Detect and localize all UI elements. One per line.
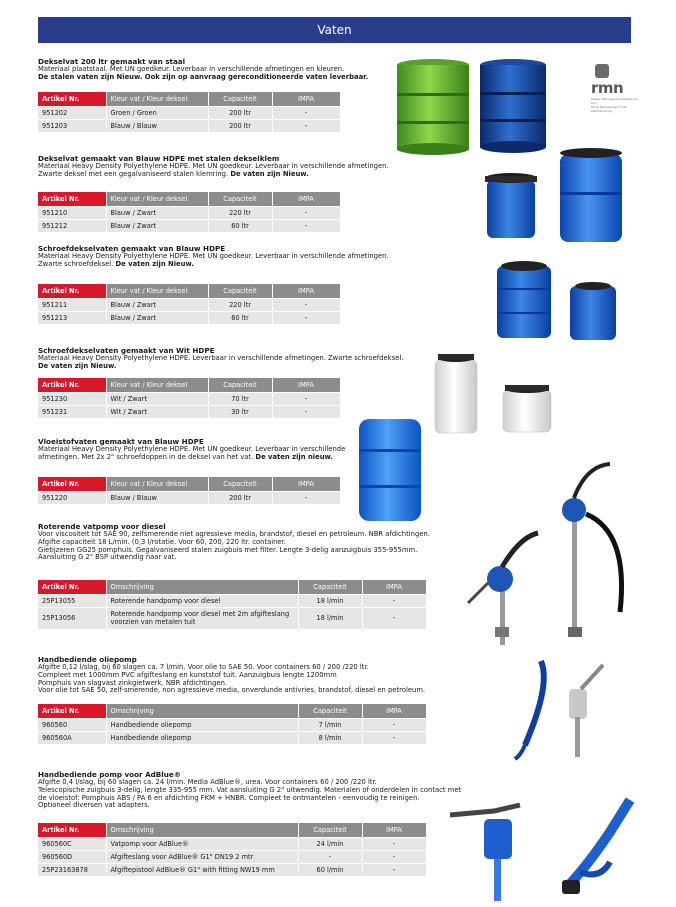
- table-cell: 18 l/min: [298, 607, 362, 629]
- section-description-line: [38, 171, 389, 179]
- table-cell: Blauw / Zwart: [106, 219, 208, 232]
- table-row: [38, 206, 340, 219]
- hdpe-drum-small-clamp-image: [481, 170, 541, 242]
- column-header: Kleur vat / Kleur deksel: [106, 378, 208, 392]
- product-table: [38, 823, 427, 876]
- description-text: Afgifte 0,4 l/slag, bij 60 slagen ca. 24 l/min. Media AdBlue®, urea. Voor containers 60 / 200 /220 ltr.: [38, 778, 377, 786]
- table-cell: 960560C: [38, 837, 106, 850]
- table-cell: 24 l/min: [298, 837, 362, 850]
- table-row: [38, 106, 340, 119]
- description-text: Aansluiting G 2" BSP uitwendig naar vat.: [38, 553, 177, 562]
- table-cell: Handbediende oliepomp: [106, 731, 298, 744]
- column-header: IMPA: [362, 704, 426, 718]
- product-table: [38, 477, 341, 504]
- column-header: Omschrijving: [106, 580, 298, 594]
- section-1: [38, 57, 368, 82]
- liquid-drum-blue-image: [356, 415, 424, 525]
- table-cell: Vatpomp voor AdBlue®: [106, 837, 298, 850]
- white-drum-small-image: [500, 382, 554, 434]
- rotary-pump-short-image: [462, 527, 542, 647]
- table-cell: Roterende handpomp voor diesel: [106, 594, 298, 607]
- table-cell: 25P13056: [38, 607, 106, 629]
- table-cell: Blauw / Zwart: [106, 298, 208, 311]
- table-row: [38, 837, 426, 850]
- description-text: Pomphuis van slagvast zinkgietwerk. NBR afdichtingen.: [38, 678, 228, 687]
- section-title: Handbediende oliepomp: [38, 655, 137, 664]
- table-cell: Blauw / Zwart: [106, 206, 208, 219]
- table-row: [38, 405, 340, 418]
- table-row: [38, 718, 426, 731]
- column-header: Artikel Nr.: [38, 580, 106, 594]
- column-header: Capaciteit: [208, 284, 272, 298]
- table-cell: -: [362, 850, 426, 863]
- column-header: Omschrijving: [106, 704, 298, 718]
- page-header: [38, 17, 631, 43]
- hdpe-drum-large-clamp-image: [556, 146, 626, 246]
- table-cell: 220 ltr: [208, 298, 272, 311]
- hdpe-screwlid-drum-small-image: [567, 280, 619, 342]
- table-cell: 951230: [38, 392, 106, 405]
- table-cell: 951213: [38, 311, 106, 324]
- table-row: [38, 392, 340, 405]
- table-cell: -: [272, 219, 340, 232]
- description-text: Zwarte deksel met een gegalvaniseerd stalen klemring.: [38, 169, 231, 178]
- steel-drum-blue-image: [477, 57, 549, 155]
- table-cell: 25P23163878: [38, 863, 106, 876]
- description-text: Voor viscositeit tot SAE 90, zelfsmerende niet agressieve media, brandstof, diesel en petroleum. NBR afdichtingen.: [38, 530, 430, 538]
- steel-drum-green-image: [393, 57, 473, 157]
- description-text: Materiaal Heavy Density Polyethylene HDPE. Leverbaar in verschillende afmetingen. Zwarte schroefdeksel.: [38, 354, 404, 362]
- column-header: Kleur vat / Kleur deksel: [106, 477, 208, 491]
- product-table: [38, 192, 341, 232]
- column-header: IMPA: [272, 192, 340, 206]
- table-row: [38, 850, 426, 863]
- section-description-line: [38, 74, 368, 82]
- description-text: Optioneel diversen vat adapters.: [38, 801, 150, 810]
- product-table: [38, 378, 341, 418]
- column-header: Kleur vat / Kleur deksel: [106, 192, 208, 206]
- product-table: [38, 284, 341, 324]
- section-title: Handbediende pomp voor AdBlue®: [38, 770, 181, 779]
- table-cell: -: [272, 311, 340, 324]
- table-row: [38, 491, 340, 504]
- section-description-line: [38, 363, 403, 371]
- table-header-row: [38, 704, 426, 718]
- table-cell: Handbediende oliepomp: [106, 718, 298, 731]
- table-cell: -: [362, 594, 426, 607]
- description-emphasis: De vaten zijn nieuw.: [255, 452, 333, 461]
- adblue-pistol-image: [550, 792, 636, 900]
- table-row: [38, 119, 340, 132]
- column-header: Capaciteit: [208, 192, 272, 206]
- table-cell: -: [362, 607, 426, 629]
- column-header: IMPA: [272, 92, 340, 106]
- table-cell: -: [272, 491, 340, 504]
- column-header: IMPA: [362, 823, 426, 837]
- table-cell: 8 l/min: [298, 731, 362, 744]
- column-header: Artikel Nr.: [38, 704, 106, 718]
- table-cell: Roterende handpomp voor diesel met 2m afgifteslang voorzien van metalen tuit: [106, 607, 298, 629]
- section-description-line: [38, 454, 345, 462]
- column-header: Capaciteit: [298, 704, 362, 718]
- table-cell: Afgiftepistool AdBlue® G1" with fitting NW19 mm: [106, 863, 298, 876]
- column-header: Kleur vat / Kleur deksel: [106, 284, 208, 298]
- table-row: [38, 311, 340, 324]
- column-header: Artikel Nr.: [38, 378, 106, 392]
- column-header: Artikel Nr.: [38, 823, 106, 837]
- column-header: IMPA: [272, 477, 340, 491]
- column-header: Artikel Nr.: [38, 284, 106, 298]
- column-header: Capaciteit: [208, 477, 272, 491]
- column-header: Capaciteit: [208, 378, 272, 392]
- table-cell: 951212: [38, 219, 106, 232]
- table-row: [38, 863, 426, 876]
- section-title: Dekselvat 200 ltr gemaakt van staal: [38, 57, 186, 66]
- column-header: Capaciteit: [298, 823, 362, 837]
- column-header: Artikel Nr.: [38, 477, 106, 491]
- table-cell: Blauw / Blauw: [106, 491, 208, 504]
- table-cell: 951231: [38, 405, 106, 418]
- table-cell: -: [362, 837, 426, 850]
- section-6: [38, 522, 430, 562]
- section-description-line: [38, 802, 461, 810]
- table-cell: -: [362, 718, 426, 731]
- table-header-row: [38, 378, 340, 392]
- logo-subtitle: Repair Management Nederland B.V. Brine Management Unit Pellentenburg: [591, 97, 638, 113]
- description-emphasis: De vaten zijn Nieuw.: [115, 259, 194, 268]
- table-cell: 7 l/min: [298, 718, 362, 731]
- table-cell: 960560: [38, 718, 106, 731]
- section-7: [38, 655, 425, 695]
- description-text: Zwarte schroefdeksel.: [38, 259, 116, 268]
- table-cell: 951220: [38, 491, 106, 504]
- rmn-logo: [589, 64, 639, 116]
- table-cell: Wit / Zwart: [106, 392, 208, 405]
- oil-pump-image: [511, 655, 611, 763]
- table-cell: -: [298, 850, 362, 863]
- table-cell: 960560A: [38, 731, 106, 744]
- table-row: [38, 607, 426, 629]
- section-description-line: [38, 261, 389, 269]
- table-cell: 200 ltr: [208, 106, 272, 119]
- description-emphasis: De stalen vaten zijn Nieuw. Ook zijn op aanvraag gereconditioneerde vaten leverbaar.: [38, 72, 369, 81]
- table-cell: 70 ltr: [208, 392, 272, 405]
- description-text: Materiaal plaatstaal. Met UN goedkeur. Leverbaar in verschillende afmetingen en kleuren.: [38, 65, 345, 73]
- column-header: Artikel Nr.: [38, 92, 106, 106]
- description-text: Gietijzeren GG25 pomphuis. Gegalvaniseerd stalen zuigbuis met filter. Lengte 3-delig aanzuigbuis 355-955mm.: [38, 545, 418, 554]
- table-cell: 25P13055: [38, 594, 106, 607]
- section-5: [38, 437, 345, 462]
- table-cell: 951202: [38, 106, 106, 119]
- description-text: Afgifte capaciteit 18 L/min. (0,3 l/rotatie. Voor 60, 200, 220 ltr. container.: [38, 537, 286, 546]
- rmn-logo-icon: [595, 64, 609, 78]
- section-description-line: [38, 687, 425, 695]
- table-cell: -: [362, 863, 426, 876]
- table-cell: 30 ltr: [208, 405, 272, 418]
- column-header: Capaciteit: [208, 92, 272, 106]
- table-cell: Wit / Zwart: [106, 405, 208, 418]
- section-3: [38, 244, 389, 269]
- column-header: Capaciteit: [298, 580, 362, 594]
- description-text: Materiaal Heavy Density Polyethylene HDPE. Met UN goedkeur. Leverbaar in verschillende afmetingen.: [38, 252, 389, 260]
- column-header: IMPA: [272, 378, 340, 392]
- table-cell: 951210: [38, 206, 106, 219]
- table-cell: Blauw / Blauw: [106, 119, 208, 132]
- table-cell: 220 ltr: [208, 206, 272, 219]
- table-cell: -: [272, 392, 340, 405]
- table-row: [38, 298, 340, 311]
- table-header-row: [38, 192, 340, 206]
- white-drum-large-image: [432, 350, 480, 435]
- description-text: Compleet met 1000mm PVC afgifteslang en kunststof tuit. Aanzuigbuis lengte 1200mm: [38, 670, 337, 679]
- description-text: Voor olie tot SAE 50, zelf-smerende, non agressieve media, onverdunde antivries, brandstof, diesel en petroleum.: [38, 686, 426, 695]
- description-text: Telescopische zuigbuis 3-delig, lengte 335-955 mm. Vat aansluiting G 2" uitwendig. Materialen of onderdelen in contact met: [38, 785, 462, 794]
- section-2: [38, 154, 389, 179]
- table-cell: -: [272, 106, 340, 119]
- table-header-row: [38, 823, 426, 837]
- table-cell: Blauw / Zwart: [106, 311, 208, 324]
- product-table: [38, 92, 341, 132]
- column-header: Omschrijving: [106, 823, 298, 837]
- table-header-row: [38, 580, 426, 594]
- column-header: IMPA: [362, 580, 426, 594]
- column-header: Artikel Nr.: [38, 192, 106, 206]
- table-header-row: [38, 477, 340, 491]
- hdpe-screwlid-drum-large-image: [494, 258, 554, 340]
- table-header-row: [38, 92, 340, 106]
- adblue-pump-image: [444, 801, 524, 903]
- section-title: Schroefdekselvaten gemaakt van Blauw HDPE: [38, 244, 226, 253]
- table-row: [38, 594, 426, 607]
- description-emphasis: De vaten zijn Nieuw.: [38, 361, 117, 370]
- description-text: Materiaal Heavy Density Polyethylene HDPE. Met UN goedkeur. Leverbaar in verschillende: [38, 445, 346, 453]
- section-8: [38, 770, 461, 810]
- table-cell: Afgifteslang voor AdBlue® G1" DN19 2 mtr: [106, 850, 298, 863]
- section-title: Dekselvat gemaakt van Blauw HDPE met stalen dekselklem: [38, 154, 280, 163]
- column-header: Kleur vat / Kleur deksel: [106, 92, 208, 106]
- section-title: Schroefdekselvaten gemaakt van Wit HDPE: [38, 346, 215, 355]
- table-cell: -: [362, 731, 426, 744]
- section-title: Vloeistofvaten gemaakt van Blauw HDPE: [38, 437, 204, 446]
- table-cell: Groen / Groen: [106, 106, 208, 119]
- description-emphasis: De vaten zijn Nieuw.: [230, 169, 309, 178]
- table-cell: -: [272, 119, 340, 132]
- table-cell: 951211: [38, 298, 106, 311]
- column-header: IMPA: [272, 284, 340, 298]
- description-text: afmetingen. Met 2x 2" schroefdoppen in de deksel van het vat.: [38, 452, 256, 461]
- product-table: [38, 580, 427, 629]
- table-row: [38, 219, 340, 232]
- rotary-pump-hose-image: [534, 462, 634, 640]
- description-text: Afgifte 0,12 l/slag, bij 60 slagen ca. 7 l/min. Voor olie to SAE 50. Voor containers 60 / 200 /220 ltr.: [38, 663, 369, 671]
- section-title: Roterende vatpomp voor diesel: [38, 522, 166, 531]
- table-cell: 960560D: [38, 850, 106, 863]
- page-title: Vaten: [317, 23, 352, 37]
- section-description-line: [38, 554, 430, 562]
- table-cell: -: [272, 206, 340, 219]
- table-cell: -: [272, 405, 340, 418]
- table-header-row: [38, 284, 340, 298]
- table-cell: 60 l/min: [298, 863, 362, 876]
- logo-name: rmn: [591, 79, 624, 97]
- table-cell: 18 l/min: [298, 594, 362, 607]
- table-cell: 60 ltr: [208, 219, 272, 232]
- description-text: Materiaal Heavy Density Polyethylene HDPE. Met UN goedkeur. Leverbaar in verschillende afmetingen.: [38, 162, 389, 170]
- table-cell: 200 ltr: [208, 491, 272, 504]
- table-cell: 60 ltr: [208, 311, 272, 324]
- table-row: [38, 731, 426, 744]
- table-cell: -: [272, 298, 340, 311]
- table-cell: 951203: [38, 119, 106, 132]
- section-4: [38, 346, 403, 371]
- description-text: de vloeistof: Pomphuis ABS / PA 6 en afdichting FKM + HNBR. Compleet te ontmantelen - eenvoudig te reinigen.: [38, 793, 420, 802]
- table-cell: 200 ltr: [208, 119, 272, 132]
- product-table: [38, 704, 427, 744]
